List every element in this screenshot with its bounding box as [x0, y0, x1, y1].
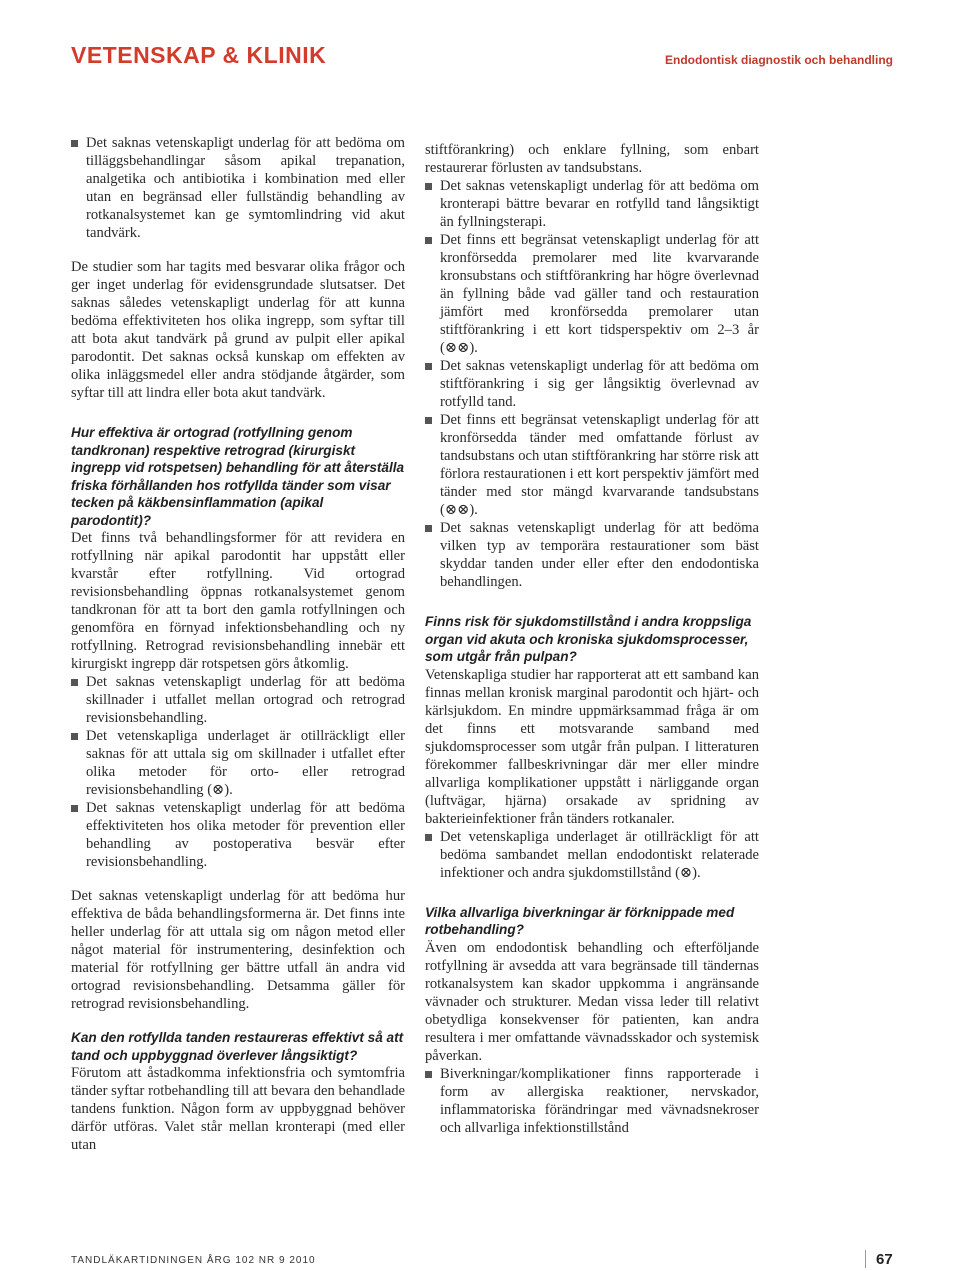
paragraph: stiftförankring) och enklare fyllning, som enbart restaurerar förlusten av tandsubstans.: [425, 142, 759, 176]
bullet-item: Det finns ett begränsat vetenskapligt underlag för att kronförsedda premolarer med lite kvarvarande kronsubstans och stiftförankring har högre överlevnad än fyllning både vad gäller tand och restauration jämfört med kronförsedda premolarer utan stiftförankring i ett kort tidsperspektiv om 2–3 år (⊗⊗).: [425, 231, 759, 357]
bullet-item: Det saknas vetenskapligt underlag för att bedöma om kronterapi bättre bevarar en rotfylld tand långsiktigt än fyllningsterapi.: [425, 177, 759, 231]
bullet-list: [425, 1065, 759, 1137]
question-heading: Hur effektiva är ortograd (rotfyllning genom tandkronan) respektive retrograd (kirurgiskt ingrepp vid rotspetsen) behandling för att återställa friska förhållanden hos rotfyllda tänder som visar tecken på käkbensinflammation (apikal parodontit)?: [71, 425, 405, 528]
journal-footer: TANDLÄKARTIDNINGEN ÅRG 102 NR 9 2010: [71, 1255, 316, 1266]
paragraph: Förutom att åstadkomma infektionsfria och symtomfria tänder syftar rotbehandling till att bevara den behandlade tandens funktion. Någon form av uppbyggnad behöver därför utföras. Valet står mellan kronterapi (med eller utan: [71, 1065, 405, 1153]
section-title: VETENSKAP & KLINIK: [71, 42, 327, 68]
right-column: [425, 141, 759, 1137]
paragraph: Även om endodontisk behandling och efterföljande rotfyllning är avsedda att vara begränsade till tändernas rotkanalsystem kan skador uppkomma i angränsande vävnader och strukturer. Medan vissa leder till relativt obetydliga konsekvenser för patienten, kan andra resultera i mer omfattande vävnadsskador och systemisk påverkan.: [425, 939, 759, 1064]
bullet-item: Det saknas vetenskapligt underlag för att bedöma effektiviteten hos olika metoder för prevention eller behandling av postoperativa besvär efter revisionsbehandling.: [71, 799, 405, 871]
page-number: 67: [876, 1251, 893, 1268]
page-header: [0, 0, 960, 70]
bullet-item: Det saknas vetenskapligt underlag för att bedöma om tilläggsbehandlingar såsom apikal trepanation, analgetika och antibiotika i kombination med eller utan en begränsad eller fullständig behandling av rotkanalsystemet kan ge symtomlindring vid akut tandvärk.: [71, 134, 405, 242]
bullet-square-icon: [425, 183, 432, 190]
bullet-square-icon: [425, 525, 432, 532]
bullet-square-icon: [425, 1071, 432, 1078]
bullet-square-icon: [425, 237, 432, 244]
bullet-item: Det finns ett begränsat vetenskapligt underlag för att kronförsedda tänder med omfattande förlust av tandsubstans och utan stiftförankring har större risk att förlora restaurationen i ett kort perspektiv jämfört med tänder med stor mängd kvarvarande tandsubstans (⊗⊗).: [425, 411, 759, 519]
bullet-list: [71, 673, 405, 871]
bullet-item: Det saknas vetenskapligt underlag för att bedöma vilken typ av temporära restaurationer som bäst skyddar tanden under eller efter den endodontiska behandlingen.: [425, 519, 759, 591]
paragraph: Det finns två behandlingsformer för att revidera en rotfyllning när apikal parodontit har uppstått eller kvarstår efter rotfyllning. Vid ortograd revisionsbehandling öppnas rotkanalsystemet genom tandkronan för att ta bort den gamla rotfyllningen och genomföra en förnyad infektionsbehandling och ny rotfyllning. Retrograd revisionsbehandling innebär ett kirurgiskt ingrepp där rotspetsen görs åtkomlig.: [71, 530, 405, 672]
left-column: [71, 134, 405, 1154]
question-heading: Vilka allvarliga biverkningar är förknippade med rotbehandling?: [425, 904, 735, 937]
bullet-square-icon: [71, 679, 78, 686]
bullet-square-icon: [71, 140, 78, 147]
bullet-square-icon: [71, 733, 78, 740]
bullet-list: [425, 828, 759, 882]
bullet-square-icon: [425, 363, 432, 370]
paragraph: Det saknas vetenskapligt underlag för att bedöma hur effektiva de båda behandlingsformerna är. Det finns inte heller underlag för att uttala sig om någon metod eller något material för instrumentering, desinfektion och material för rotfyllning ger bättre utfall än andra vid ortograd revisionsbehandling. Detsamma gäller för retrograd revisionsbehandling.: [71, 888, 405, 1012]
bullet-item: Det saknas vetenskapligt underlag för att bedöma skillnader i utfallet mellan ortograd och retrograd revisionsbehandling.: [71, 673, 405, 727]
bullet-list: [425, 177, 759, 591]
bullet-item: Biverkningar/komplikationer finns rapporterade i form av allergiska reaktioner, nervskador, inflammatoriska förändringar med vävnadsnekroser och allvarliga infektionstillstånd: [425, 1065, 759, 1137]
running-head: Endodontisk diagnostik och behandling: [665, 53, 893, 67]
bullet-list: [71, 134, 405, 242]
paragraph: De studier som har tagits med besvarar olika frågor och ger inget underlag för evidensgrundade slutsatser. Det saknas således vetenskapligt underlag för att kunna bedöma effektiviteten hos olika ingrepp, som syftar till att bota akut tandvärk på grund av pulpit eller apikal parodontit. Det saknas också kunskap om effekten av olika inläggsmedel eller andra stödjande åtgärder, som syftar till att lindra eller bota akut tandvärk.: [71, 259, 405, 401]
bullet-item: Det vetenskapliga underlaget är otillräckligt för att bedöma sambandet mellan endodontiskt relaterade infektioner och andra sjukdomstillstånd (⊗).: [425, 828, 759, 882]
bullet-item: Det saknas vetenskapligt underlag för att bedöma om stiftförankring i sig ger långsiktig överlevnad av rotfylld tand.: [425, 357, 759, 411]
question-heading: Finns risk för sjukdomstillstånd i andra kroppsliga organ vid akuta och kroniska sjukdomsprocesser, som utgår från pulpan?: [425, 614, 752, 664]
footer-divider: [865, 1250, 866, 1268]
bullet-square-icon: [71, 805, 78, 812]
bullet-square-icon: [425, 417, 432, 424]
question-heading: Kan den rotfyllda tanden restaureras effektivt så att tand och uppbyggnad överlever långsiktigt?: [71, 1030, 404, 1063]
bullet-square-icon: [425, 834, 432, 841]
paragraph: Vetenskapliga studier har rapporterat att ett samband kan finnas mellan kronisk marginal parodontit och hjärt- och kärlsjukdom. En mindre uppmärksammad fråga är om det finns ett motsvarande samband med sjukdomsprocesser som utgår från pulpan. I litteraturen förekommer fallbeskrivningar där mer eller mindre allvarliga komplikationer uppstått i närliggande organ (luftvägar, hjärna) orsakade av spridning av bakterieinfektioner från tänders rotkanaler.: [425, 666, 759, 827]
bullet-item: Det vetenskapliga underlaget är otillräckligt eller saknas för att uttala sig om skillnader i utfallet efter olika metoder för orto- eller retrograd revisionsbehandling (⊗).: [71, 727, 405, 799]
